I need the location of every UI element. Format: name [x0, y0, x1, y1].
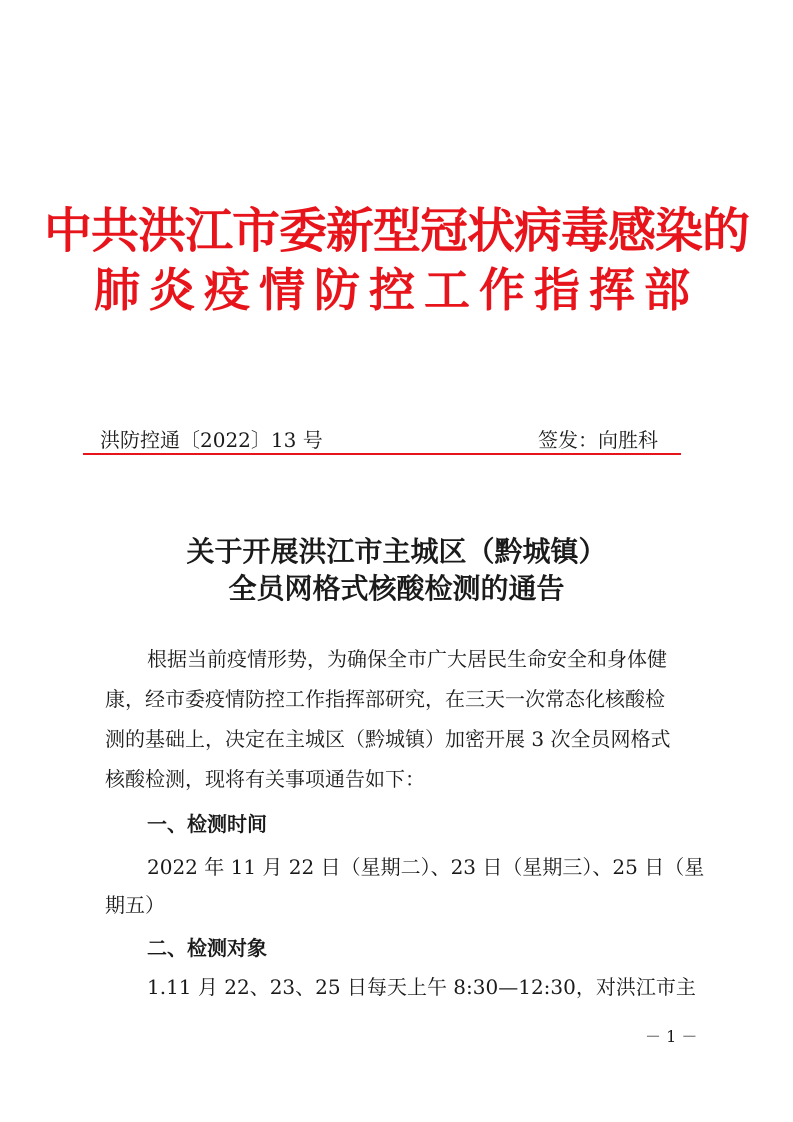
document-title-line-2: 全员网格式核酸检测的通告	[228, 572, 565, 605]
section1-line-2: 期五）	[105, 893, 165, 917]
intro-line-2: 康，经市委疫情防控工作指挥部研究，在三天一次常态化核酸检	[105, 687, 665, 711]
issuer-header-line-2: 肺炎疫情防控工作指挥部	[94, 263, 699, 317]
intro-line-4: 核酸检测，现将有关事项通告如下：	[105, 767, 425, 791]
section2-line-1: 1.11 月 22、23、25 日每天上午 8:30—12:30，对洪江市主	[147, 975, 696, 999]
section1-line-1: 2022 年 11 月 22 日（星期二）、23 日（星期三）、25 日（星	[147, 855, 705, 879]
section-heading-time: 一、检测时间	[147, 812, 267, 836]
signer: 签发：向胜科	[538, 428, 658, 452]
intro-line-3: 测的基础上，决定在主城区（黔城镇）加密开展 3 次全员网格式	[105, 727, 671, 751]
red-divider	[83, 453, 681, 455]
intro-line-1: 根据当前疫情形势，为确保全市广大居民生命安全和身体健	[147, 647, 667, 671]
page-number: － 1 －	[645, 1027, 698, 1046]
document-title-line-1: 关于开展洪江市主城区（黔城镇）	[186, 535, 607, 568]
section-heading-targets: 二、检测对象	[147, 936, 267, 960]
issuer-header-line-1: 中共洪江市委新型冠状病毒感染的	[43, 203, 749, 259]
document-number: 洪防控通〔2022〕13 号	[100, 428, 323, 452]
